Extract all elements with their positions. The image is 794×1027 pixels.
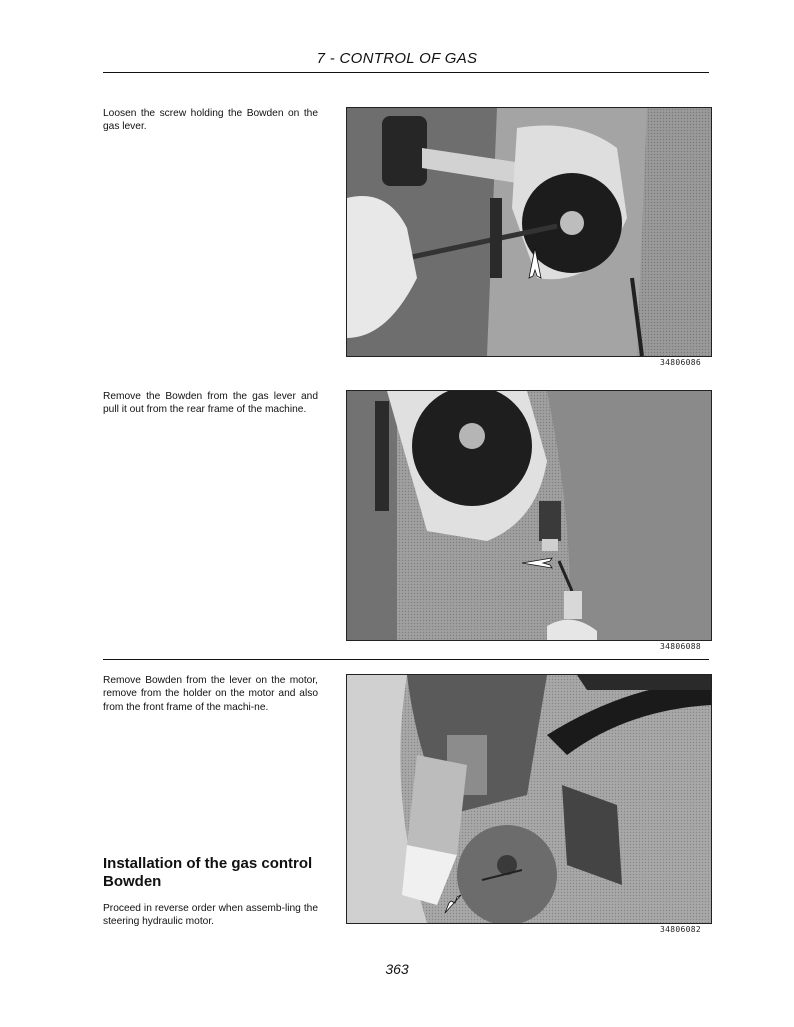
header-rule	[103, 72, 709, 73]
page-number: 363	[385, 961, 409, 977]
photo-remove-bowden	[346, 390, 712, 641]
photo-code-2: 34806088	[660, 642, 701, 651]
page-header-title: 7 - CONTROL OF GAS	[316, 50, 478, 67]
photo-motor-bowden	[346, 674, 712, 924]
instruction-text-1: Loosen the screw holding the Bowden on the gas lever.	[103, 108, 318, 133]
photo-loosen-screw	[346, 107, 712, 357]
instruction-text-2: Remove the Bowden from the gas lever and pull it out from the rear frame of the machine.	[103, 391, 318, 416]
instruction-text-3: Remove Bowden from the lever on the motor, remove from the holder on the motor and also from the front frame of the machi-ne.	[103, 675, 318, 713]
installation-heading: Installation of the gas control Bowden	[103, 855, 313, 890]
installation-text: Proceed in reverse order when assemb-ling the steering hydraulic motor.	[103, 903, 318, 928]
photo-code-3: 34806082	[660, 925, 701, 934]
section-divider	[103, 659, 709, 660]
photo-code-1: 34806086	[660, 358, 701, 367]
